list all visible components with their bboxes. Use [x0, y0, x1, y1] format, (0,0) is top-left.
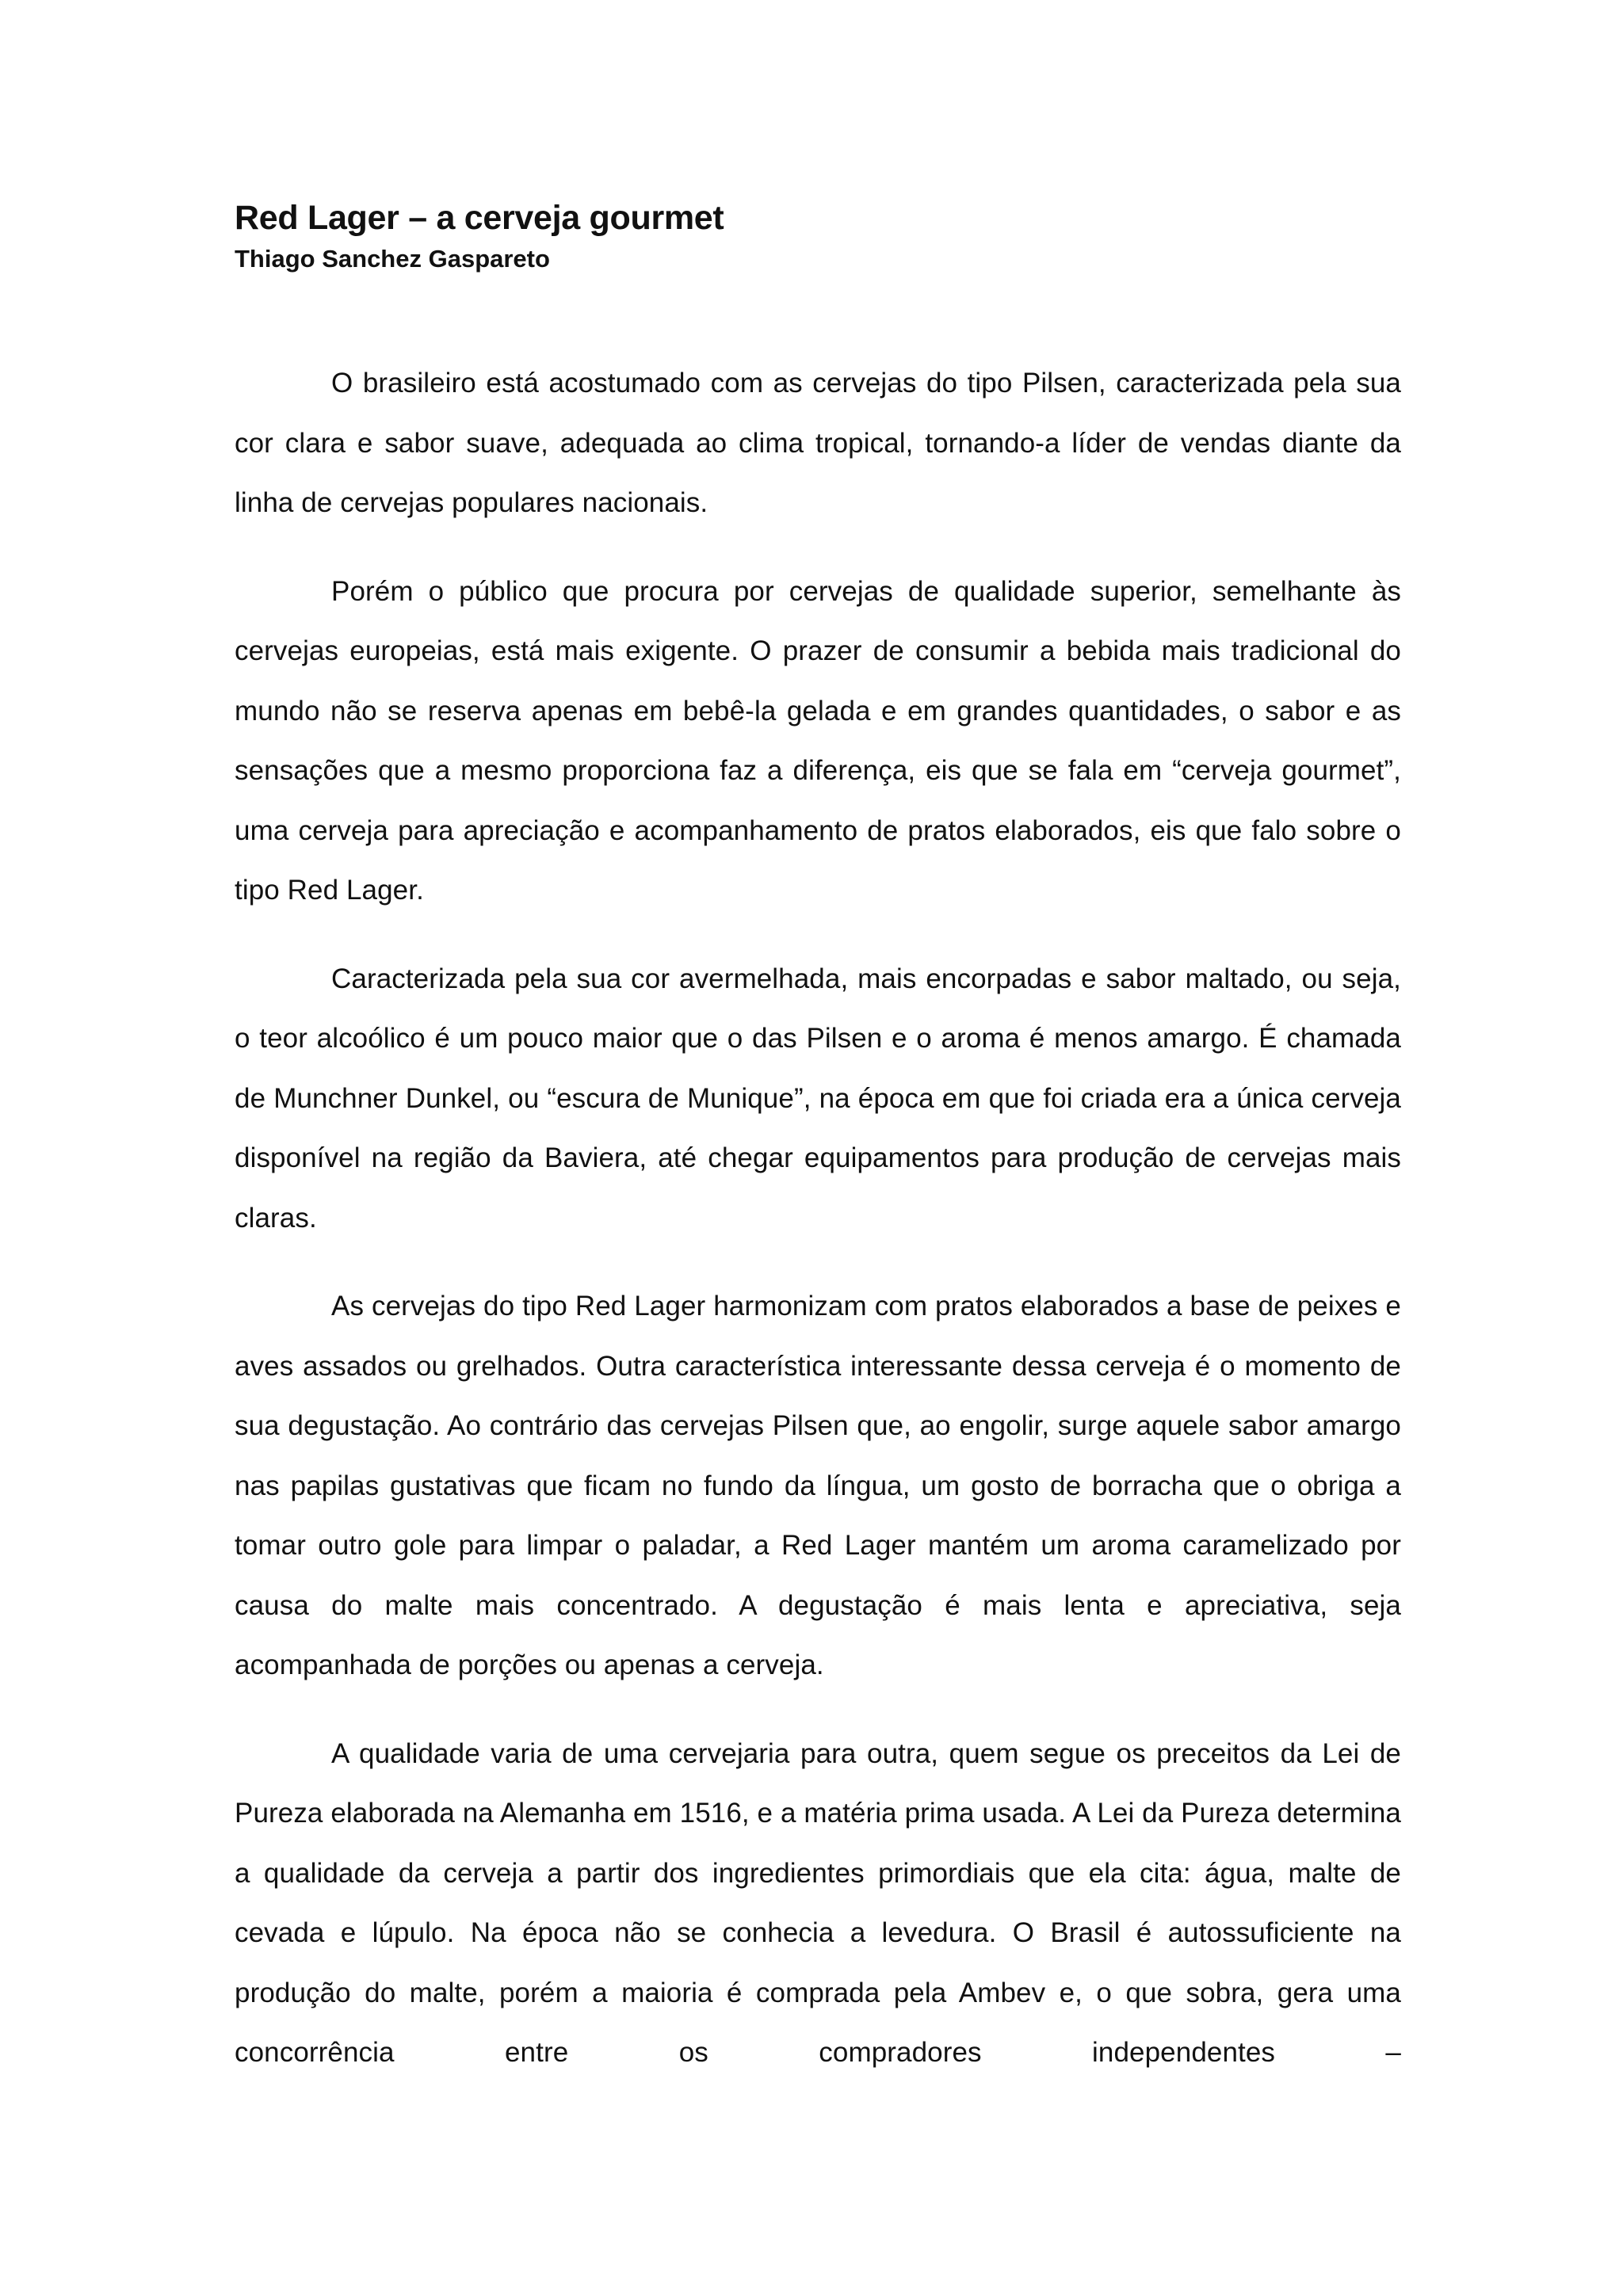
document-author: Thiago Sanchez Gaspareto: [235, 245, 550, 273]
paragraph-3: Caracterizada pela sua cor avermelhada, mais encorpadas e sabor maltado, ou seja, o teor alcoólico é um pouco maior que o das Pilsen e o aroma é menos amargo. É chamada de Munchner Dunkel, ou “escura de Munique”, na época em que foi criada era a única cerveja disponível na região da Baviera, até chegar equipamentos para produção de cervejas mais claras.: [235, 963, 1401, 1234]
document-body: [235, 353, 1401, 2083]
paragraph-4: As cervejas do tipo Red Lager harmonizam com pratos elaborados a base de peixes e aves assados ou grelhados. Outra característica interessante dessa cerveja é o momento de sua degustação. Ao contrário das cervejas Pilsen que, ao engolir, surge aquele sabor amargo nas papilas gustativas que ficam no fundo da língua, um gosto de borracha que o obriga a tomar outro gole para limpar o paladar, a Red Lager mantém um aroma caramelizado por causa do malte mais concentrado. A degustação é mais lenta e apreciativa, seja acompanhada de porções ou apenas a cerveja.: [235, 1291, 1401, 1680]
document-title: Red Lager – a cerveja gourmet: [235, 199, 724, 237]
paragraph-1: O brasileiro está acostumado com as cervejas do tipo Pilsen, caracterizada pela sua cor clara e sabor suave, adequada ao clima tropical, tornando-a líder de vendas diante da linha de cervejas populares nacionais.: [235, 368, 1401, 518]
paragraph-2: Porém o público que procura por cervejas de qualidade superior, semelhante às cervejas europeias, está mais exigente. O prazer de consumir a bebida mais tradicional do mundo não se reserva apenas em bebê-la gelada e em grandes quantidades, o sabor e as sensações que a mesmo proporciona faz a diferença, eis que se fala em “cerveja gourmet”, uma cerveja para apreciação e acompanhamento de pratos elaborados, eis que falo sobre o tipo Red Lager.: [235, 575, 1401, 906]
paragraph-5: A qualidade varia de uma cervejaria para outra, quem segue os preceitos da Lei de Pureza elaborada na Alemanha em 1516, e a matéria prima usada. A Lei da Pureza determina a qualidade da cerveja a partir dos ingredientes primordiais que ela cita: água, malte de cevada e lúpulo. Na época não se conhecia a levedura. O Brasil é autossuficiente na produção do malte, porém a maioria é comprada pela Ambev e, o que sobra, gera uma concorrência entre os compradores independentes –: [235, 1737, 1401, 2068]
document-page: [235, 195, 1401, 2083]
